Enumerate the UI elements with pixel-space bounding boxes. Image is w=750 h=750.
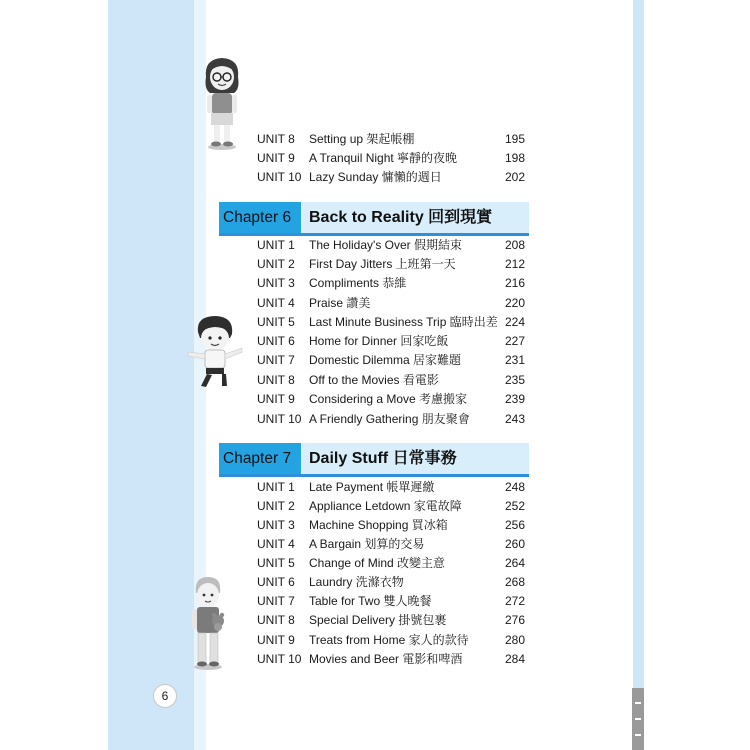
unit-page-number: 268 — [505, 575, 526, 589]
unit-label: UNIT 6 — [257, 575, 295, 589]
toc-unit-row[interactable] — [0, 650, 750, 669]
toc-unit-row[interactable] — [0, 554, 750, 573]
toc-unit-row[interactable] — [0, 573, 750, 592]
unit-label: UNIT 7 — [257, 353, 295, 367]
unit-title: Treats from Home 家人的款待 — [309, 633, 469, 647]
toc-unit-row[interactable] — [0, 535, 750, 554]
unit-title: Laundry 洗滌衣物 — [309, 575, 404, 589]
unit-page-number: 231 — [505, 353, 526, 367]
unit-label: UNIT 9 — [257, 633, 295, 647]
unit-page-number: 216 — [505, 276, 526, 290]
toc-unit-row[interactable] — [0, 236, 750, 255]
unit-label: UNIT 4 — [257, 537, 295, 551]
unit-label: UNIT 10 — [257, 652, 302, 666]
unit-title: Last Minute Business Trip 臨時出差 — [309, 315, 498, 329]
unit-title: Considering a Move 考慮搬家 — [309, 392, 468, 406]
unit-page-number: 243 — [505, 412, 526, 426]
unit-title: First Day Jitters 上班第一天 — [309, 257, 456, 271]
unit-page-number: 284 — [505, 652, 526, 666]
unit-page-number: 224 — [505, 315, 526, 329]
unit-title: Movies and Beer 電影和啤酒 — [309, 652, 463, 666]
thumb-index-tab — [632, 688, 644, 750]
toc-unit-row[interactable] — [0, 168, 750, 187]
chapter-label: Chapter 7 — [219, 443, 301, 474]
unit-label: UNIT 6 — [257, 334, 295, 348]
unit-page-number: 235 — [505, 373, 526, 387]
unit-title: A Friendly Gathering 朋友聚會 — [309, 412, 470, 426]
unit-title: A Tranquil Night 寧靜的夜晚 — [309, 151, 458, 165]
chapter-6-header[interactable] — [219, 202, 529, 236]
unit-page-number: 239 — [505, 392, 526, 406]
toc-unit-row[interactable] — [0, 332, 750, 351]
unit-label: UNIT 7 — [257, 594, 295, 608]
unit-label: UNIT 9 — [257, 392, 295, 406]
chapter-7-header[interactable] — [219, 443, 529, 477]
unit-title: Setting up 架起帳棚 — [309, 132, 415, 146]
unit-page-number: 198 — [505, 151, 526, 165]
unit-title: Compliments 恭維 — [309, 276, 407, 290]
unit-title: Home for Dinner 回家吃飯 — [309, 334, 449, 348]
toc-unit-row[interactable] — [0, 478, 750, 497]
unit-page-number: 212 — [505, 257, 526, 271]
unit-label: UNIT 10 — [257, 412, 302, 426]
unit-label: UNIT 2 — [257, 499, 295, 513]
toc-unit-row[interactable] — [0, 294, 750, 313]
unit-page-number: 276 — [505, 613, 526, 627]
chapter-label: Chapter 6 — [219, 202, 301, 233]
unit-page-number: 272 — [505, 594, 526, 608]
unit-page-number: 260 — [505, 537, 526, 551]
toc-unit-row[interactable] — [0, 274, 750, 293]
unit-label: UNIT 5 — [257, 315, 295, 329]
unit-label: UNIT 10 — [257, 170, 302, 184]
toc-unit-row[interactable] — [0, 497, 750, 516]
unit-label: UNIT 1 — [257, 238, 295, 252]
unit-page-number: 252 — [505, 499, 526, 513]
unit-page-number: 220 — [505, 296, 526, 310]
unit-title: Lazy Sunday 慵懶的週日 — [309, 170, 442, 184]
unit-label: UNIT 8 — [257, 373, 295, 387]
unit-title: Table for Two 雙人晚餐 — [309, 594, 432, 608]
unit-label: UNIT 3 — [257, 276, 295, 290]
toc-unit-row[interactable] — [0, 611, 750, 630]
unit-label: UNIT 2 — [257, 257, 295, 271]
unit-label: UNIT 5 — [257, 556, 295, 570]
unit-page-number: 248 — [505, 480, 526, 494]
unit-page-number: 208 — [505, 238, 526, 252]
toc-unit-row[interactable] — [0, 631, 750, 650]
unit-label: UNIT 1 — [257, 480, 295, 494]
unit-label: UNIT 8 — [257, 613, 295, 627]
unit-title: Special Delivery 掛號包裹 — [309, 613, 447, 627]
page-number-badge: 6 — [153, 684, 177, 708]
toc-unit-row[interactable] — [0, 592, 750, 611]
unit-label: UNIT 8 — [257, 132, 295, 146]
unit-title: Change of Mind 改變主意 — [309, 556, 446, 570]
unit-label: UNIT 4 — [257, 296, 295, 310]
chapter-title: Back to Reality 回到現實 — [302, 202, 529, 233]
unit-page-number: 280 — [505, 633, 526, 647]
unit-page-number: 264 — [505, 556, 526, 570]
toc-unit-row[interactable] — [0, 371, 750, 390]
unit-title: Domestic Dilemma 居家難題 — [309, 353, 462, 367]
toc-unit-row[interactable] — [0, 351, 750, 370]
unit-title: Appliance Letdown 家電故障 — [309, 499, 462, 513]
toc-unit-row[interactable] — [0, 313, 750, 332]
unit-title: A Bargain 划算的交易 — [309, 537, 425, 551]
toc-unit-row[interactable] — [0, 390, 750, 409]
unit-page-number: 227 — [505, 334, 526, 348]
toc-unit-row[interactable] — [0, 516, 750, 535]
unit-label: UNIT 9 — [257, 151, 295, 165]
unit-page-number: 256 — [505, 518, 526, 532]
unit-label: UNIT 3 — [257, 518, 295, 532]
unit-title: The Holiday's Over 假期結束 — [309, 238, 462, 252]
toc-unit-row[interactable] — [0, 149, 750, 168]
chapter-title: Daily Stuff 日常事務 — [302, 443, 529, 474]
unit-title: Off to the Movies 看電影 — [309, 373, 439, 387]
toc-unit-row[interactable] — [0, 410, 750, 429]
toc-unit-row[interactable] — [0, 255, 750, 274]
toc-unit-row[interactable] — [0, 130, 750, 149]
unit-page-number: 195 — [505, 132, 526, 146]
unit-title: Praise 讚美 — [309, 296, 371, 310]
unit-page-number: 202 — [505, 170, 526, 184]
unit-title: Machine Shopping 買冰箱 — [309, 518, 448, 532]
unit-title: Late Payment 帳單遲繳 — [309, 480, 435, 494]
